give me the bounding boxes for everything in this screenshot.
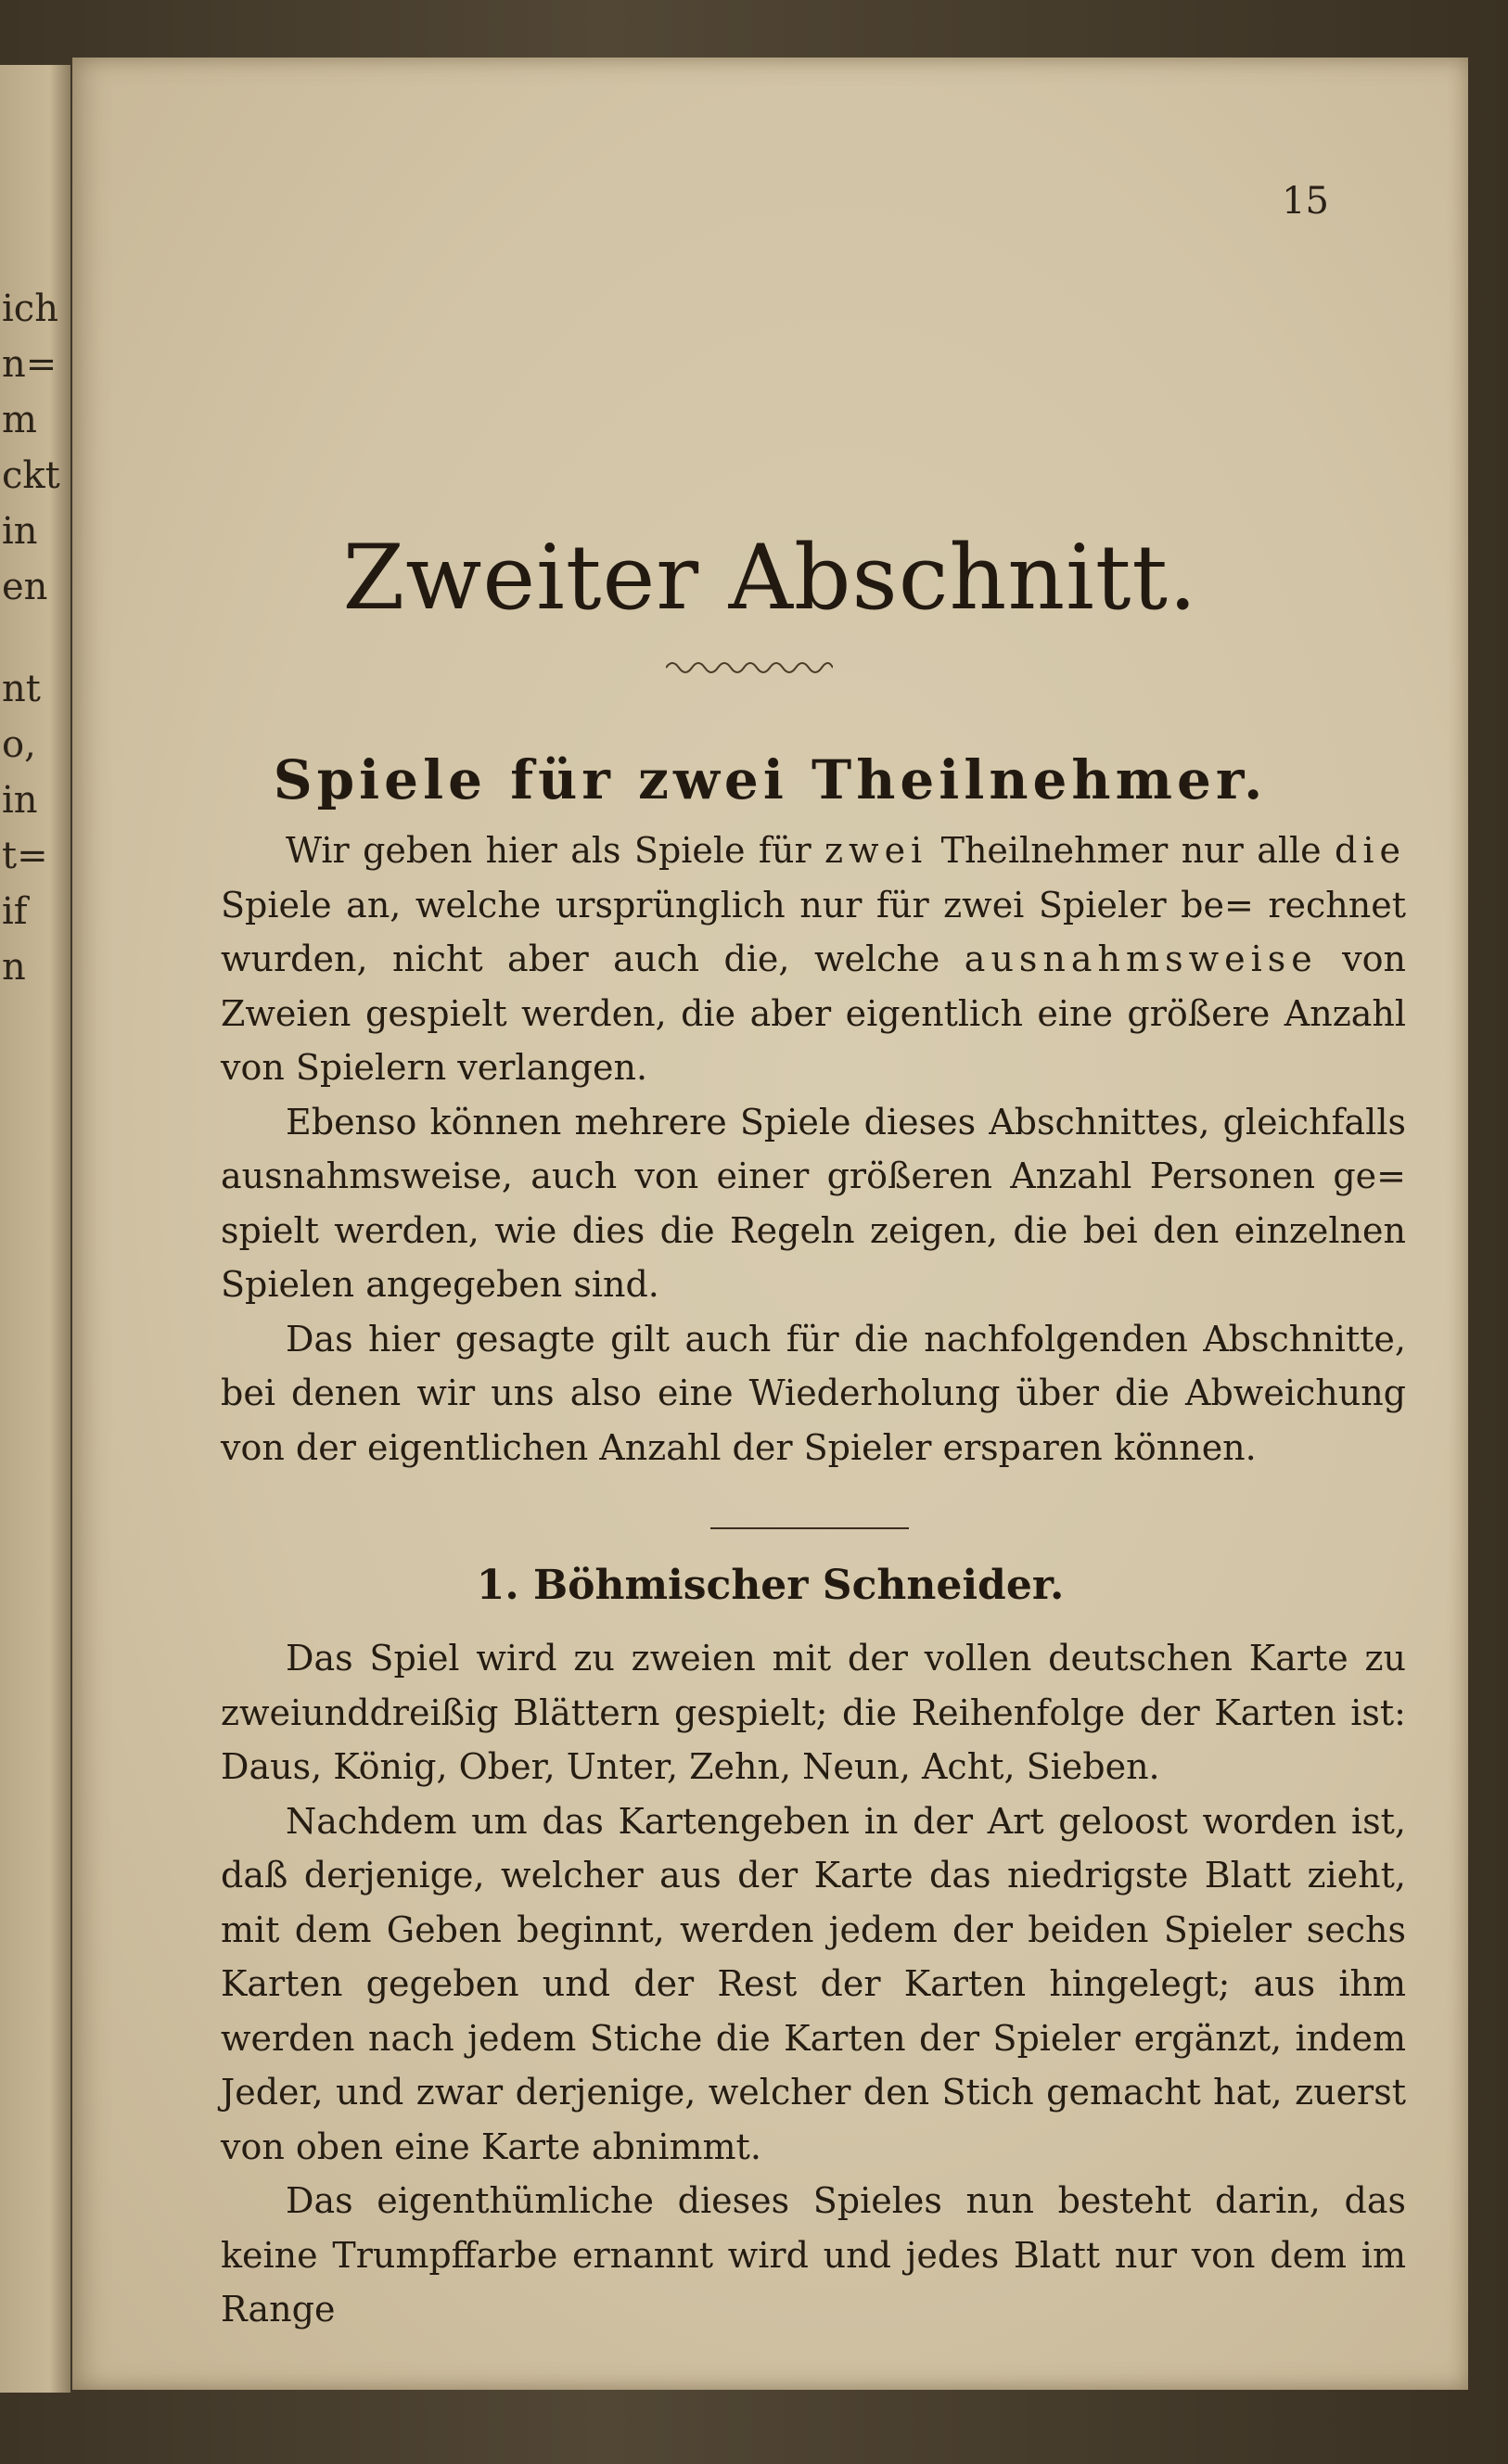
previous-page-edge <box>0 65 70 2393</box>
fragment-12: n <box>2 946 26 989</box>
paragraph-1-part-4: von Zweien gespielt werden, die aber eigentlich eine größere Anzahl von Spielern verlangen. <box>221 938 1406 1088</box>
section-subtitle: Spiele für zwei Theilnehmer. <box>273 748 1268 811</box>
section-title: Zweiter Abschnitt. <box>342 526 1198 630</box>
fragment-11: if <box>2 890 28 933</box>
paragraph-1 <box>221 823 1406 1095</box>
intro-text <box>221 823 1406 1475</box>
book-page <box>72 57 1468 2390</box>
fragment-3: m <box>2 399 37 441</box>
fragment-8: o, <box>2 723 36 766</box>
fragment-7: nt <box>2 668 41 710</box>
paragraph-1-part-2: Theilnehmer nur alle <box>927 830 1335 871</box>
fragment-5: in <box>2 510 38 553</box>
rules-paragraph-1: Das Spiel wird zu zweien mit der vollen deutschen Karte zu zweiunddreißig Blättern gespielt; die Reihenfolge der Karten ist: Daus, König, Ober, Unter, Zehn, Neun, Acht, Sieben. <box>221 1638 1406 1787</box>
game-heading: 1. Böhmischer Schneider. <box>476 1562 1065 1609</box>
fragment-1: ich <box>2 287 58 330</box>
fragment-9: in <box>2 779 38 822</box>
paragraph-1-part-1: Wir geben hier als Spiele für <box>286 830 825 871</box>
paragraph-3: Das hier gesagte gilt auch für die nachfolgenden Abschnitte, bei denen wir uns also eine Wiederholung über die Abweichung von der eigentlichen Anzahl der Spieler ersparen können. <box>221 1318 1406 1468</box>
rules-paragraph-3: Das eigenthümliche dieses Spieles nun besteht darin, das keine Trumpffarbe ernannt wird und jedes Blatt nur von dem im Range <box>221 2180 1406 2330</box>
fragment-6: en <box>2 566 48 608</box>
fragment-2: n= <box>2 343 58 386</box>
emphasis-zwei: zwei <box>824 830 928 871</box>
paragraph-1-part-3: Spiele an, welche ursprünglich nur für zwei Spieler be= rechnet wurden, nicht aber auch die, welche <box>221 884 1406 979</box>
emphasis-ausnahmsweise: ausnahmsweise <box>964 938 1318 979</box>
fragment-10: t= <box>2 835 48 877</box>
emphasis-die: die <box>1335 830 1406 871</box>
paragraph-2: Ebenso können mehrere Spiele dieses Abschnittes, gleichfalls ausnahmsweise, auch von einer größeren Anzahl Personen ge= spielt werden, wie dies die Regeln zeigen, die bei den einzelnen Spielen angegeben sind. <box>221 1101 1406 1305</box>
section-divider <box>710 1527 909 1529</box>
page-number: 15 <box>1282 180 1329 223</box>
game-rules-text <box>221 1631 1406 2337</box>
rules-paragraph-2: Nachdem um das Kartengeben in der Art geloost worden ist, daß derjenige, welcher aus der Karte das niedrigste Blatt zieht, mit dem Geben beginnt, werden jedem der beiden Spieler sechs Karten gegeben und der Rest der Karten hingelegt; aus ihm werden nach jedem Stiche die Karten der Spieler ergänzt, indem Jeder, und zwar derjenige, welcher den Stich gemacht hat, zuerst von oben eine Karte abnimmt. <box>221 1800 1406 2167</box>
fragment-4: ckt <box>2 454 60 497</box>
ornament-squiggle <box>666 651 833 679</box>
